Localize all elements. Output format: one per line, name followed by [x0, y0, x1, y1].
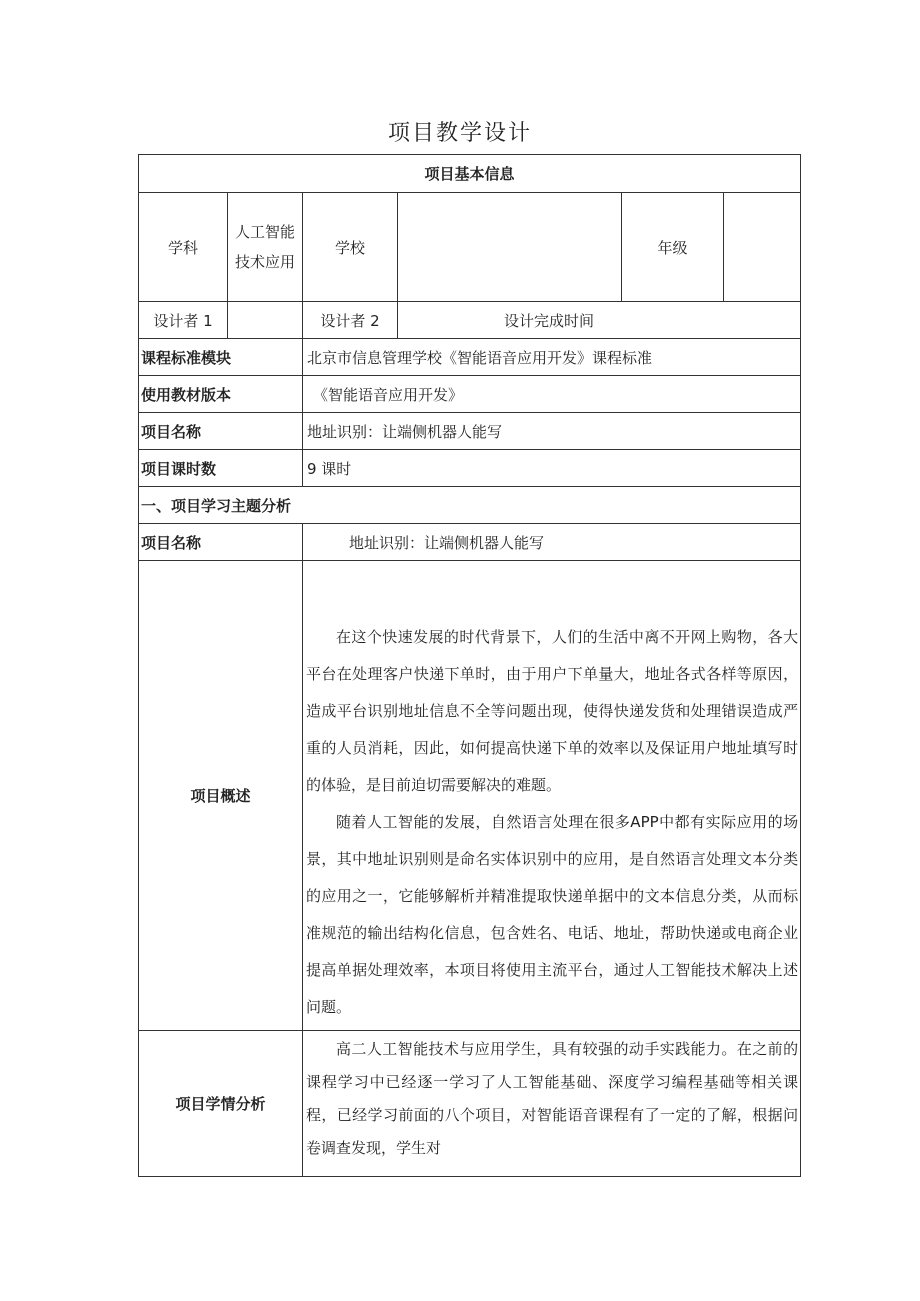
finish-time-text: 设计完成时间 — [504, 311, 595, 330]
table-row — [139, 193, 801, 302]
table-row — [139, 450, 801, 487]
learner-paragraph: 高二人工智能技术与应用学生，具有较强的动手实践能力。在之前的课程学习中已经逐一学习了人工智能基础、深度学习编程基础等相关课程，已经学习前面的八个项目，对智能语音课程有了一定的了解，根据问卷调查发现，学生对 — [306, 1040, 799, 1157]
table-row — [139, 302, 801, 339]
project-name-label: 项目名称 — [139, 413, 303, 450]
school-value — [398, 193, 622, 302]
standard-value: 北京市信息管理学校《智能语音应用开发》课程标准 — [303, 339, 801, 376]
table-row — [139, 155, 801, 193]
subject-label: 学科 — [139, 193, 228, 302]
hours-label: 项目课时数 — [139, 450, 303, 487]
grade-label: 年级 — [622, 193, 724, 302]
overview-label: 项目概述 — [139, 561, 303, 1031]
learner-analysis-label: 项目学情分析 — [139, 1031, 303, 1177]
table-row — [139, 1031, 801, 1177]
table-row — [139, 561, 801, 1031]
section-heading: 一、项目学习主题分析 — [139, 487, 801, 524]
project-name2-label: 项目名称 — [139, 524, 303, 561]
document-title: 项目教学设计 — [387, 121, 532, 146]
subject-value — [228, 193, 303, 302]
grade-value — [724, 193, 801, 302]
table-row — [139, 524, 801, 561]
table-row — [139, 376, 801, 413]
textbook-value: 《智能语音应用开发》 — [303, 376, 801, 413]
overview-paragraph: 在这个快速发展的时代背景下，人们的生活中离不开网上购物，各大平台在处理客户快递下单时，由于用户下单量大，地址各式各样等原因，造成平台识别地址信息不全等问题出现，使得快递发货和处理错误造成严重的人员消耗，因此，如何提高快递下单的效率以及保证用户地址填写时的体验，是目前迫切需要解决的难题。 — [306, 628, 799, 794]
designer1-value — [228, 302, 303, 339]
subject-value-line1: 人工智能 — [234, 223, 295, 241]
overview-content — [303, 561, 801, 1031]
project-design-table — [138, 154, 801, 1177]
basic-info-header: 项目基本信息 — [139, 155, 801, 193]
textbook-label: 使用教材版本 — [139, 376, 303, 413]
designer1-label: 设计者 1 — [139, 302, 228, 339]
subject-value-line2: 技术应用 — [234, 253, 295, 271]
learner-analysis-content — [303, 1031, 801, 1177]
school-label: 学校 — [303, 193, 398, 302]
table-row — [139, 339, 801, 376]
table-row — [139, 413, 801, 450]
designer2-label: 设计者 2 — [303, 302, 398, 339]
project-name2-value: 地址识别：让端侧机器人能写 — [303, 524, 801, 561]
standard-label: 课程标准模块 — [139, 339, 303, 376]
project-name-value: 地址识别：让端侧机器人能写 — [303, 413, 801, 450]
finish-time-label — [398, 302, 801, 339]
table-row — [139, 487, 801, 524]
hours-value: 9 课时 — [303, 450, 801, 487]
overview-paragraph: 随着人工智能的发展，自然语言处理在很多APP中都有实际应用的场景，其中地址识别则是命名实体识别中的应用，是自然语言处理文本分类的应用之一，它能够解析并精准提取快递单据中的文本信息分类，从而标准规范的输出结构化信息，包含姓名、电话、地址，帮助快递或电商企业提高单据处理效率，本项目将使用主流平台，通过人工智能技术解决上述问题。 — [306, 813, 799, 1016]
